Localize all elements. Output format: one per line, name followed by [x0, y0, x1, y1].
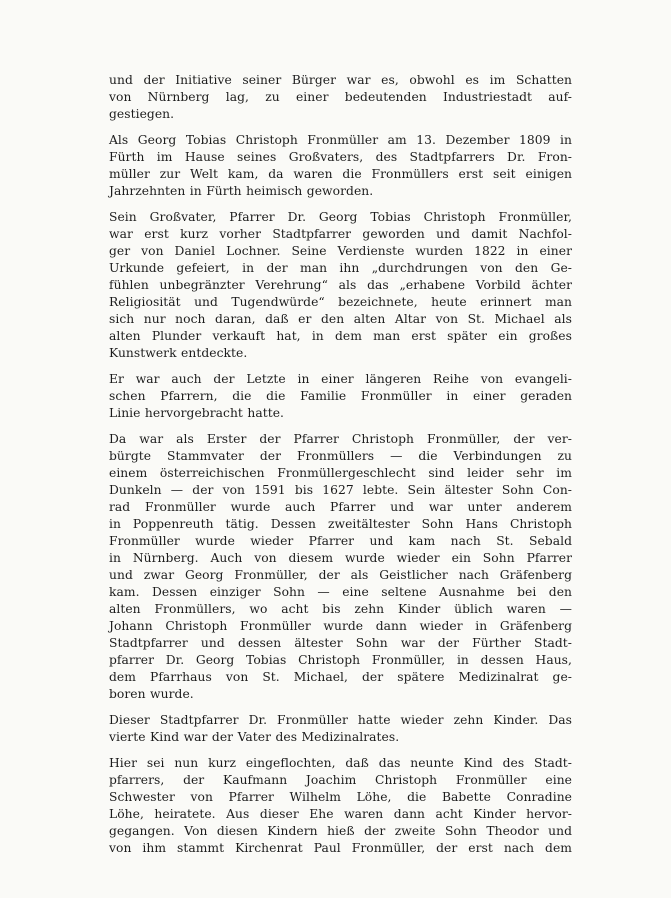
text-line: Kunstwerk entdeckte. — [109, 346, 248, 360]
text-line: Linie hervorgebracht hatte. — [109, 406, 284, 420]
text-line: Da war als Erster der Pfarrer Christoph Fronmüller, der ver- — [109, 432, 572, 446]
text-line: gegangen. Von diesen Kindern hieß der zweite Sohn Theodor und — [109, 824, 572, 838]
text-line: Er war auch der Letzte in einer längeren Reihe von evangeli- — [109, 372, 572, 386]
text-line: Fürth im Hause seines Großvaters, des Stadtpfarrers Dr. Fron- — [109, 150, 572, 164]
text-line: Als Georg Tobias Christoph Fronmüller am 13. Dezember 1809 in — [109, 133, 572, 147]
paragraph — [109, 209, 572, 362]
text-line: rad Fronmüller wurde auch Pfarrer und war unter anderem — [109, 500, 572, 514]
text-line: von ihm stammt Kirchenrat Paul Fronmüller, der erst nach dem — [109, 841, 572, 855]
text-line: alten Fronmüllers, wo acht bis zehn Kinder üblich waren — — [109, 602, 572, 616]
text-line: Dunkeln — der von 1591 bis 1627 lebte. Sein ältester Sohn Con- — [109, 483, 572, 497]
text-line: Stadtpfarrer und dessen ältester Sohn war der Fürther Stadt- — [109, 636, 572, 650]
text-line: bürgte Stammvater der Fronmüllers — die Verbindungen zu — [109, 449, 572, 463]
text-line: von Nürnberg lag, zu einer bedeutenden Industriestadt auf- — [109, 90, 572, 104]
text-line: Urkunde gefeiert, in der man ihn „durchdrungen von den Ge- — [109, 261, 572, 275]
text-line: pfarrer Dr. Georg Tobias Christoph Fronmüller, in dessen Haus, — [109, 653, 572, 667]
text-line: in Nürnberg. Auch von diesem wurde wieder ein Sohn Pfarrer — [109, 551, 572, 565]
paragraph — [109, 132, 572, 200]
text-line: Dieser Stadtpfarrer Dr. Fronmüller hatte wieder zehn Kinder. Das — [109, 713, 572, 727]
text-line: alten Plunder verkauft hat, in dem man erst später ein großes — [109, 329, 572, 343]
text-line: dem Pfarrhaus von St. Michael, der spätere Medizinalrat ge- — [109, 670, 572, 684]
text-line: ger von Daniel Lochner. Seine Verdienste wurden 1822 in einer — [109, 244, 572, 258]
text-line: in Poppenreuth tätig. Dessen zweitältester Sohn Hans Christoph — [109, 517, 572, 531]
text-line: gestiegen. — [109, 107, 175, 121]
text-line: und zwar Georg Fronmüller, der als Geistlicher nach Gräfenberg — [109, 568, 572, 582]
text-line: schen Pfarrern, die die Familie Fronmüller in einer geraden — [109, 389, 572, 403]
text-line: fühlen unbegränzter Verehrung“ als das „erhabene Vorbild ächter — [109, 278, 572, 292]
text-line: Johann Christoph Fronmüller wurde dann wieder in Gräfenberg — [109, 619, 572, 633]
text-line: müller zur Welt kam, da waren die Fronmüllers erst seit einigen — [109, 167, 572, 181]
text-line: pfarrers, der Kaufmann Joachim Christoph Fronmüller eine — [109, 773, 572, 787]
paragraph — [109, 712, 572, 746]
paragraph — [109, 72, 572, 123]
text-line: war erst kurz vorher Stadtpfarrer geworden und damit Nachfol- — [109, 227, 572, 241]
text-line: sich nur noch daran, daß er den alten Altar von St. Michael als — [109, 312, 572, 326]
text-line: Schwester von Pfarrer Wilhelm Löhe, die Babette Conradine — [109, 790, 572, 804]
text-line: kam. Dessen einziger Sohn — eine seltene Ausnahme bei den — [109, 585, 572, 599]
text-line: Hier sei nun kurz eingeflochten, daß das neunte Kind des Stadt- — [109, 756, 572, 770]
text-line: Jahrzehnten in Fürth heimisch geworden. — [109, 184, 374, 198]
paragraph — [109, 755, 572, 857]
text-line: Fronmüller wurde wieder Pfarrer und kam nach St. Sebald — [109, 534, 572, 548]
paragraph — [109, 371, 572, 422]
text-line: vierte Kind war der Vater des Medizinalrates. — [109, 730, 400, 744]
book-page-text-block — [109, 72, 572, 866]
text-line: Sein Großvater, Pfarrer Dr. Georg Tobias Christoph Fronmüller, — [109, 210, 572, 224]
text-line: und der Initiative seiner Bürger war es, obwohl es im Schatten — [109, 73, 572, 87]
text-line: Löhe, heiratete. Aus dieser Ehe waren dann acht Kinder hervor- — [109, 807, 572, 821]
text-line: Religiosität und Tugendwürde“ bezeichnete, heute erinnert man — [109, 295, 572, 309]
text-line: einem österreichischen Fronmüllergeschlecht sind leider sehr im — [109, 466, 572, 480]
text-line: boren wurde. — [109, 687, 194, 701]
paragraph — [109, 431, 572, 703]
